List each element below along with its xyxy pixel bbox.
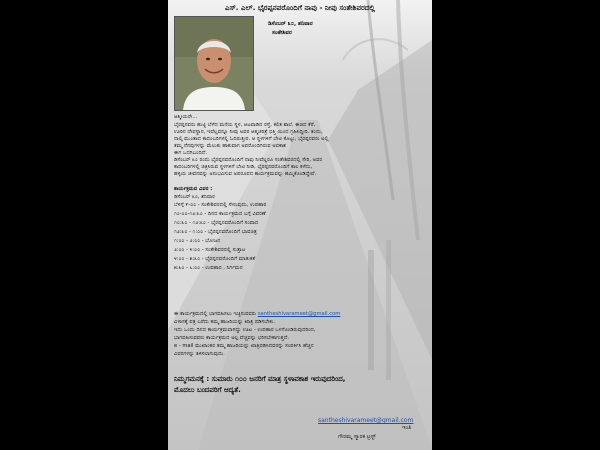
contact-email-link[interactable]: santheshivarameet@gmail.com (257, 311, 341, 317)
notice-line: ನಿಮ್ಮಗಮನಕ್ಕೆ : ಸುಮಾರು ೧೦೦ ಜನರಿಗೆ ಮಾತ್ರ ಸ್ಥಳಾವಕಾಶ ಇರುವುದರಿಂದ, (174, 375, 346, 383)
intro-line: ಊರಿನ ದೇವಸ್ಥಾನ, ಇವೆಲ್ಲವನ್ನೂ ನೀವು ಅವರ ಆತ್ಮಚರಿತ್ರೆ ಭಿತ್ತಿ ಯಿಂದ ಗ್ರಹಿಸಿದ್ದೀರಿ. ತಂದು, (174, 129, 323, 135)
program-date: ಡಿಸೆಂಬರ್ ೩೦, ಶನಿವಾರ (174, 194, 215, 200)
schedule-item: ಬೆಳಿಗ್ಗೆ ೯-೦೦ - ಸಂತೇಶಿವರದಲ್ಲಿ ಸೇರುವುದು, ಉಪಹಾರ (174, 202, 267, 208)
footer-sign-organizer: ಗೌರಮ್ಮ ಸ್ಮಾರಕ ಟ್ರಸ್ಟ್ (338, 434, 376, 440)
intro-line: ಹಳ್ಳಿಯ ಜೀವನವನ್ನು ಅನುಭವಿಸುವ ಅಪರೂಪದ ಕಾರ್ಯಕ್ರಮವನ್ನು ಹಮ್ಮಿಕೊಂಡಿದ್ದೇವೆ. (174, 171, 317, 177)
event-poster (168, 0, 432, 450)
schedule-item: ೧೦:೩೦ - ೧೨:೩೦ - ಭೈರಪ್ಪನವರೊಂದಿಗೆ ಸಂವಾದ (174, 220, 259, 226)
intro-line: ಕಾದಂಬರಿಗಳಲ್ಲಿ ಚಿತ್ರಿಸಿರುವ ಸ್ಥಳಗಳಿಗೆ ಬೇಟಿ ನೀಡಿ, ಭೈರಪ್ಪನವರೊಂದಿಗೆ ಕಾಲ ಕಳೆದು, (174, 164, 313, 170)
notice-line: ಮೊದಲು ಬಂದವರಿಗೆ ಆದ್ಯತೆ. (174, 386, 241, 394)
event-place: ಸಂತೇಶಿವರ (272, 30, 292, 36)
schedule-item: ೧೨:೩೦ - ೧:೦೦ - ಭೈರಪ್ಪನವರೊಂದಿಗೆ ಭಾವಚಿತ್ರ (174, 229, 257, 235)
contact-line: ವಿಳಾಸಕ್ಕೆ ಪತ್ರ ಬರೆದು ತಮ್ಮ ಹಾಜರಿಯನ್ನು ಖಾತ್ರಿ ಪಡಿಸಬೇಕು. (174, 319, 276, 325)
program-heading: ಕಾರ್ಯಕ್ರಮದ ವಿವರ : (174, 186, 213, 192)
contact-line: ಇದು ಒಂದು ದಿನದ ಕಾರ್ಯಕ್ರಮವಾಗಿದ್ದು ಊಟ - ಉಪಹಾರ ಒಳಗೊಂಡಿರುವುದರಿಂದ, (174, 327, 316, 333)
schedule-item: ೨:೦೦ - ೪:೦೦ - ಸಂತೇಶಿವರದಲ್ಲಿ ಸುತ್ತಾಟ (174, 247, 246, 253)
footer-email-link[interactable]: santheshivarameet@gmail.com (318, 417, 414, 424)
intro-line: ಭೈರಪ್ಪನವರು ಹುಟ್ಟಿ ಬೆಳೆದ ಮನೆಯ ಸ್ಥಳ, ಆಟವಾಡಿದ ರಸ್ತೆ, ಕಲಿತ ಶಾಲೆ, ಈಜಿದ ಕೆರೆ, (174, 122, 316, 128)
contact-line: ಭಾಗವಹಿಸುವವರು ಕಾರ್ಯಕ್ರಮದ ಅಲ್ಪ ವೆಚ್ಚವನ್ನು ಭರಿಸಬೇಕಾಗುತ್ತದೆ. (174, 335, 290, 341)
footer-sign-regards: ಇಂತಿ (402, 425, 412, 431)
intro-line: ಈಗ ಒದಗಿಬಂದಿದೆ. (174, 150, 208, 156)
salutation: ಆತ್ಮೀಯರೇ... (174, 114, 198, 120)
contact-line: e - mail ಮುಖಾಂತರ ತಮ್ಮ ಹಾಜರಿಯನ್ನು ಖಾತ್ರಿಪಡಿಸಿದವರನ್ನು ಸಂಪರ್ಕಿಸಿ ಹೆಚ್ಚಿನ (174, 343, 314, 349)
intro-line: ನಾಲ್ಕಿ ಮುಂತಾದ ಕಾದಂಬರಿಗಳಲ್ಲಿ ಓದಿರುತ್ತೀರ. ಆ ಸ್ಥಳಗಳಿಗೆ ಬೇಟಿ ಕೊಟ್ಟು, ಭೈರಪ್ಪನವರು ಅಲ್ಲಿ (174, 136, 329, 142)
schedule-item: ೫:೩೦ - ೬:೦೦ - ಉಪಹಾರ , ನಿರ್ಗಮನ (174, 265, 243, 271)
contact-line: ವಿವರಗಳನ್ನು ತಿಳಿಸಲಾಗುವುದು. (174, 351, 225, 357)
intro-line: ತಮ್ಮ ನೆನಪುಗಳನ್ನು ಮೆಲುಕು ಹಾಕುವಾಗ ಅವರೊಂದಿಗಿರುವ ಅವಕಾಶ (174, 143, 287, 149)
schedule-item: ೧:೦೦ - ೨:೦೦ - ಭೋಜನ (174, 238, 221, 244)
author-portrait (174, 16, 254, 111)
contact-paragraph (174, 311, 340, 318)
schedule-item: ೪:೦೦ - ೫:೩೦ - ಭೈರಪ್ಪನವರೊಂದಿಗೆ ಮಾತುಕತೆ (174, 256, 256, 262)
schedule-item: ೧೦-೦೦-೧೨:೩೦ - ದಿನದ ಕಾರ್ಯಕ್ರಮದ ಬಗ್ಗೆ ವಿವರಣೆ (174, 211, 266, 217)
contact-lead: ಈ ಕಾರ್ಯಕ್ರಮದಲ್ಲಿ ಭಾಗವಹಿಸಲು ಇಚ್ಛಿಸುವವರು (174, 311, 257, 317)
poster-title: ಎಸ್. ಎಲ್. ಭೈರಪ್ಪನವರೊಂದಿಗೆ ನಾವು - ನೀವು ಸಂತೇಶಿವರದಲ್ಲಿ (225, 3, 375, 12)
intro-line: ಡಿಸೆಂಬರ್ ೩೦ ರಂದು ಭೈರಪ್ಪನವರೊಂದಿಗೆ ನಾವು ನೀವೆಲ್ಲರೂ ಸಂತೇಶಿವರದಲ್ಲಿ ಸೇರಿ, ಅವರ (174, 157, 323, 163)
event-date: ಡಿಸೆಂಬರ್ ೩೦, ಶನಿವಾರ (268, 21, 313, 27)
